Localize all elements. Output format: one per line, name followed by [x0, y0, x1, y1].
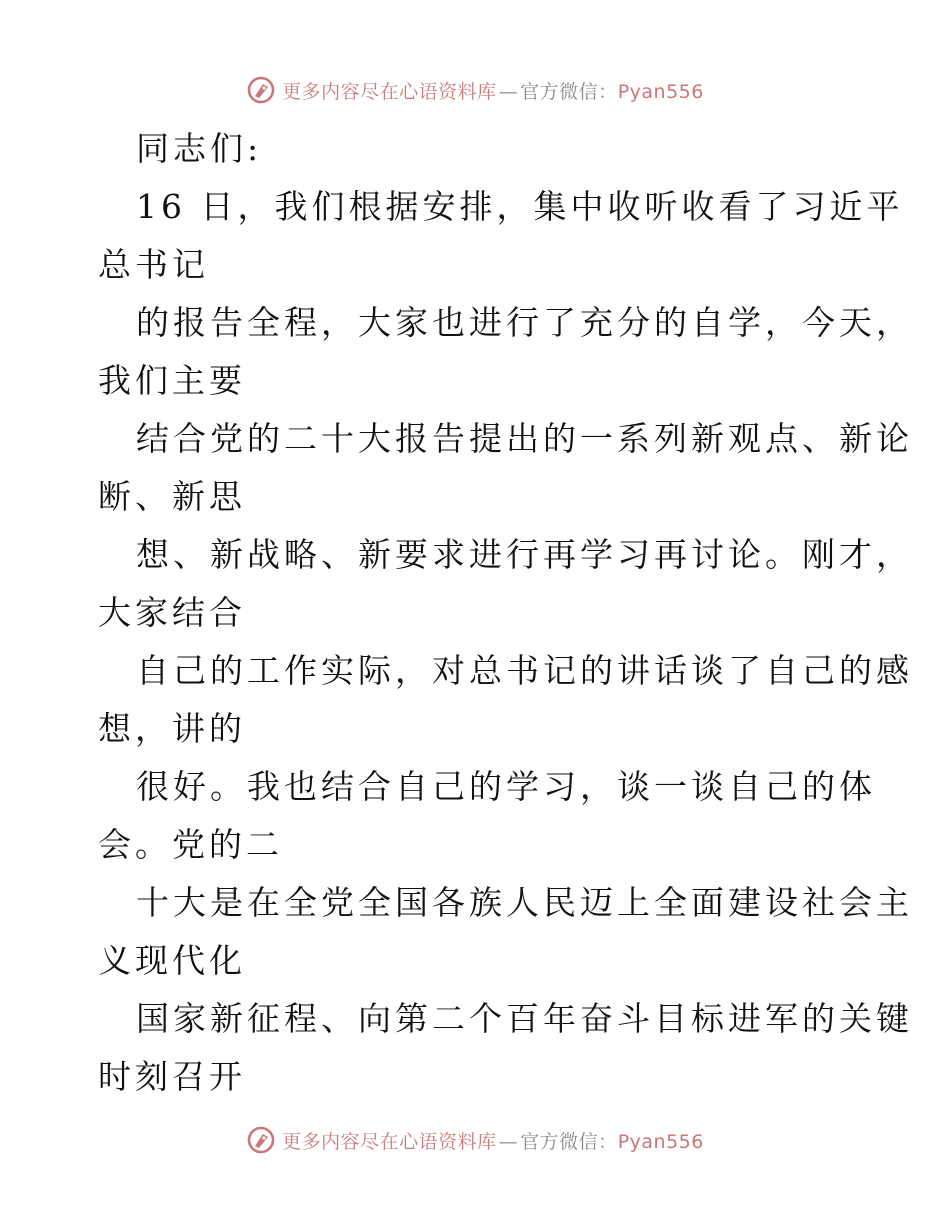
- text-line: 我们主要: [98, 361, 246, 400]
- document-body: [98, 120, 913, 1106]
- text-line: 自己的工作实际，对总书记的讲话谈了自己的感: [136, 651, 913, 690]
- pen-nib-logo-icon: [246, 1125, 276, 1155]
- text-line: 结合党的二十大报告提出的一系列新观点、新论: [136, 419, 913, 458]
- banner-text: [282, 1127, 704, 1154]
- text-line: 16 日，我们根据安排，集中收听收看了习近平: [136, 187, 904, 226]
- banner-wechat-id: Pyan556: [617, 80, 704, 103]
- text-line: 会。党的二: [98, 825, 283, 864]
- text-line: 大家结合: [98, 593, 246, 632]
- banner-wechat-id: Pyan556: [617, 1130, 704, 1153]
- text-line: 很好。我也结合自己的学习，谈一谈自己的体: [136, 767, 876, 806]
- banner-brand: 更多内容尽在心语资料库: [282, 80, 497, 103]
- banner-wechat-label: 官方微信：: [520, 80, 618, 103]
- text-line: 想、新战略、新要求进行再学习再讨论。刚才，: [136, 535, 913, 574]
- header-banner: [0, 70, 950, 110]
- text-line-salutation: 同志们:: [136, 129, 263, 168]
- text-line: 断、新思: [98, 477, 246, 516]
- banner-brand: 更多内容尽在心语资料库: [282, 1130, 497, 1153]
- pen-nib-logo-icon: [246, 75, 276, 105]
- footer-banner: [0, 1120, 950, 1160]
- banner-separator: —: [498, 80, 519, 103]
- text-line: 总书记: [98, 245, 209, 284]
- text-line: 的报告全程，大家也进行了充分的自学，今天，: [136, 303, 913, 342]
- banner-wechat-label: 官方微信：: [520, 1130, 618, 1153]
- text-line: 国家新征程、向第二个百年奋斗目标进军的关键: [136, 999, 913, 1038]
- banner-text: [282, 77, 704, 104]
- text-line: 想，讲的: [98, 709, 246, 748]
- text-line: 十大是在全党全国各族人民迈上全面建设社会主: [136, 883, 913, 922]
- banner-separator: —: [498, 1130, 519, 1153]
- text-line: 时刻召开: [98, 1057, 246, 1096]
- text-line: 义现代化: [98, 941, 246, 980]
